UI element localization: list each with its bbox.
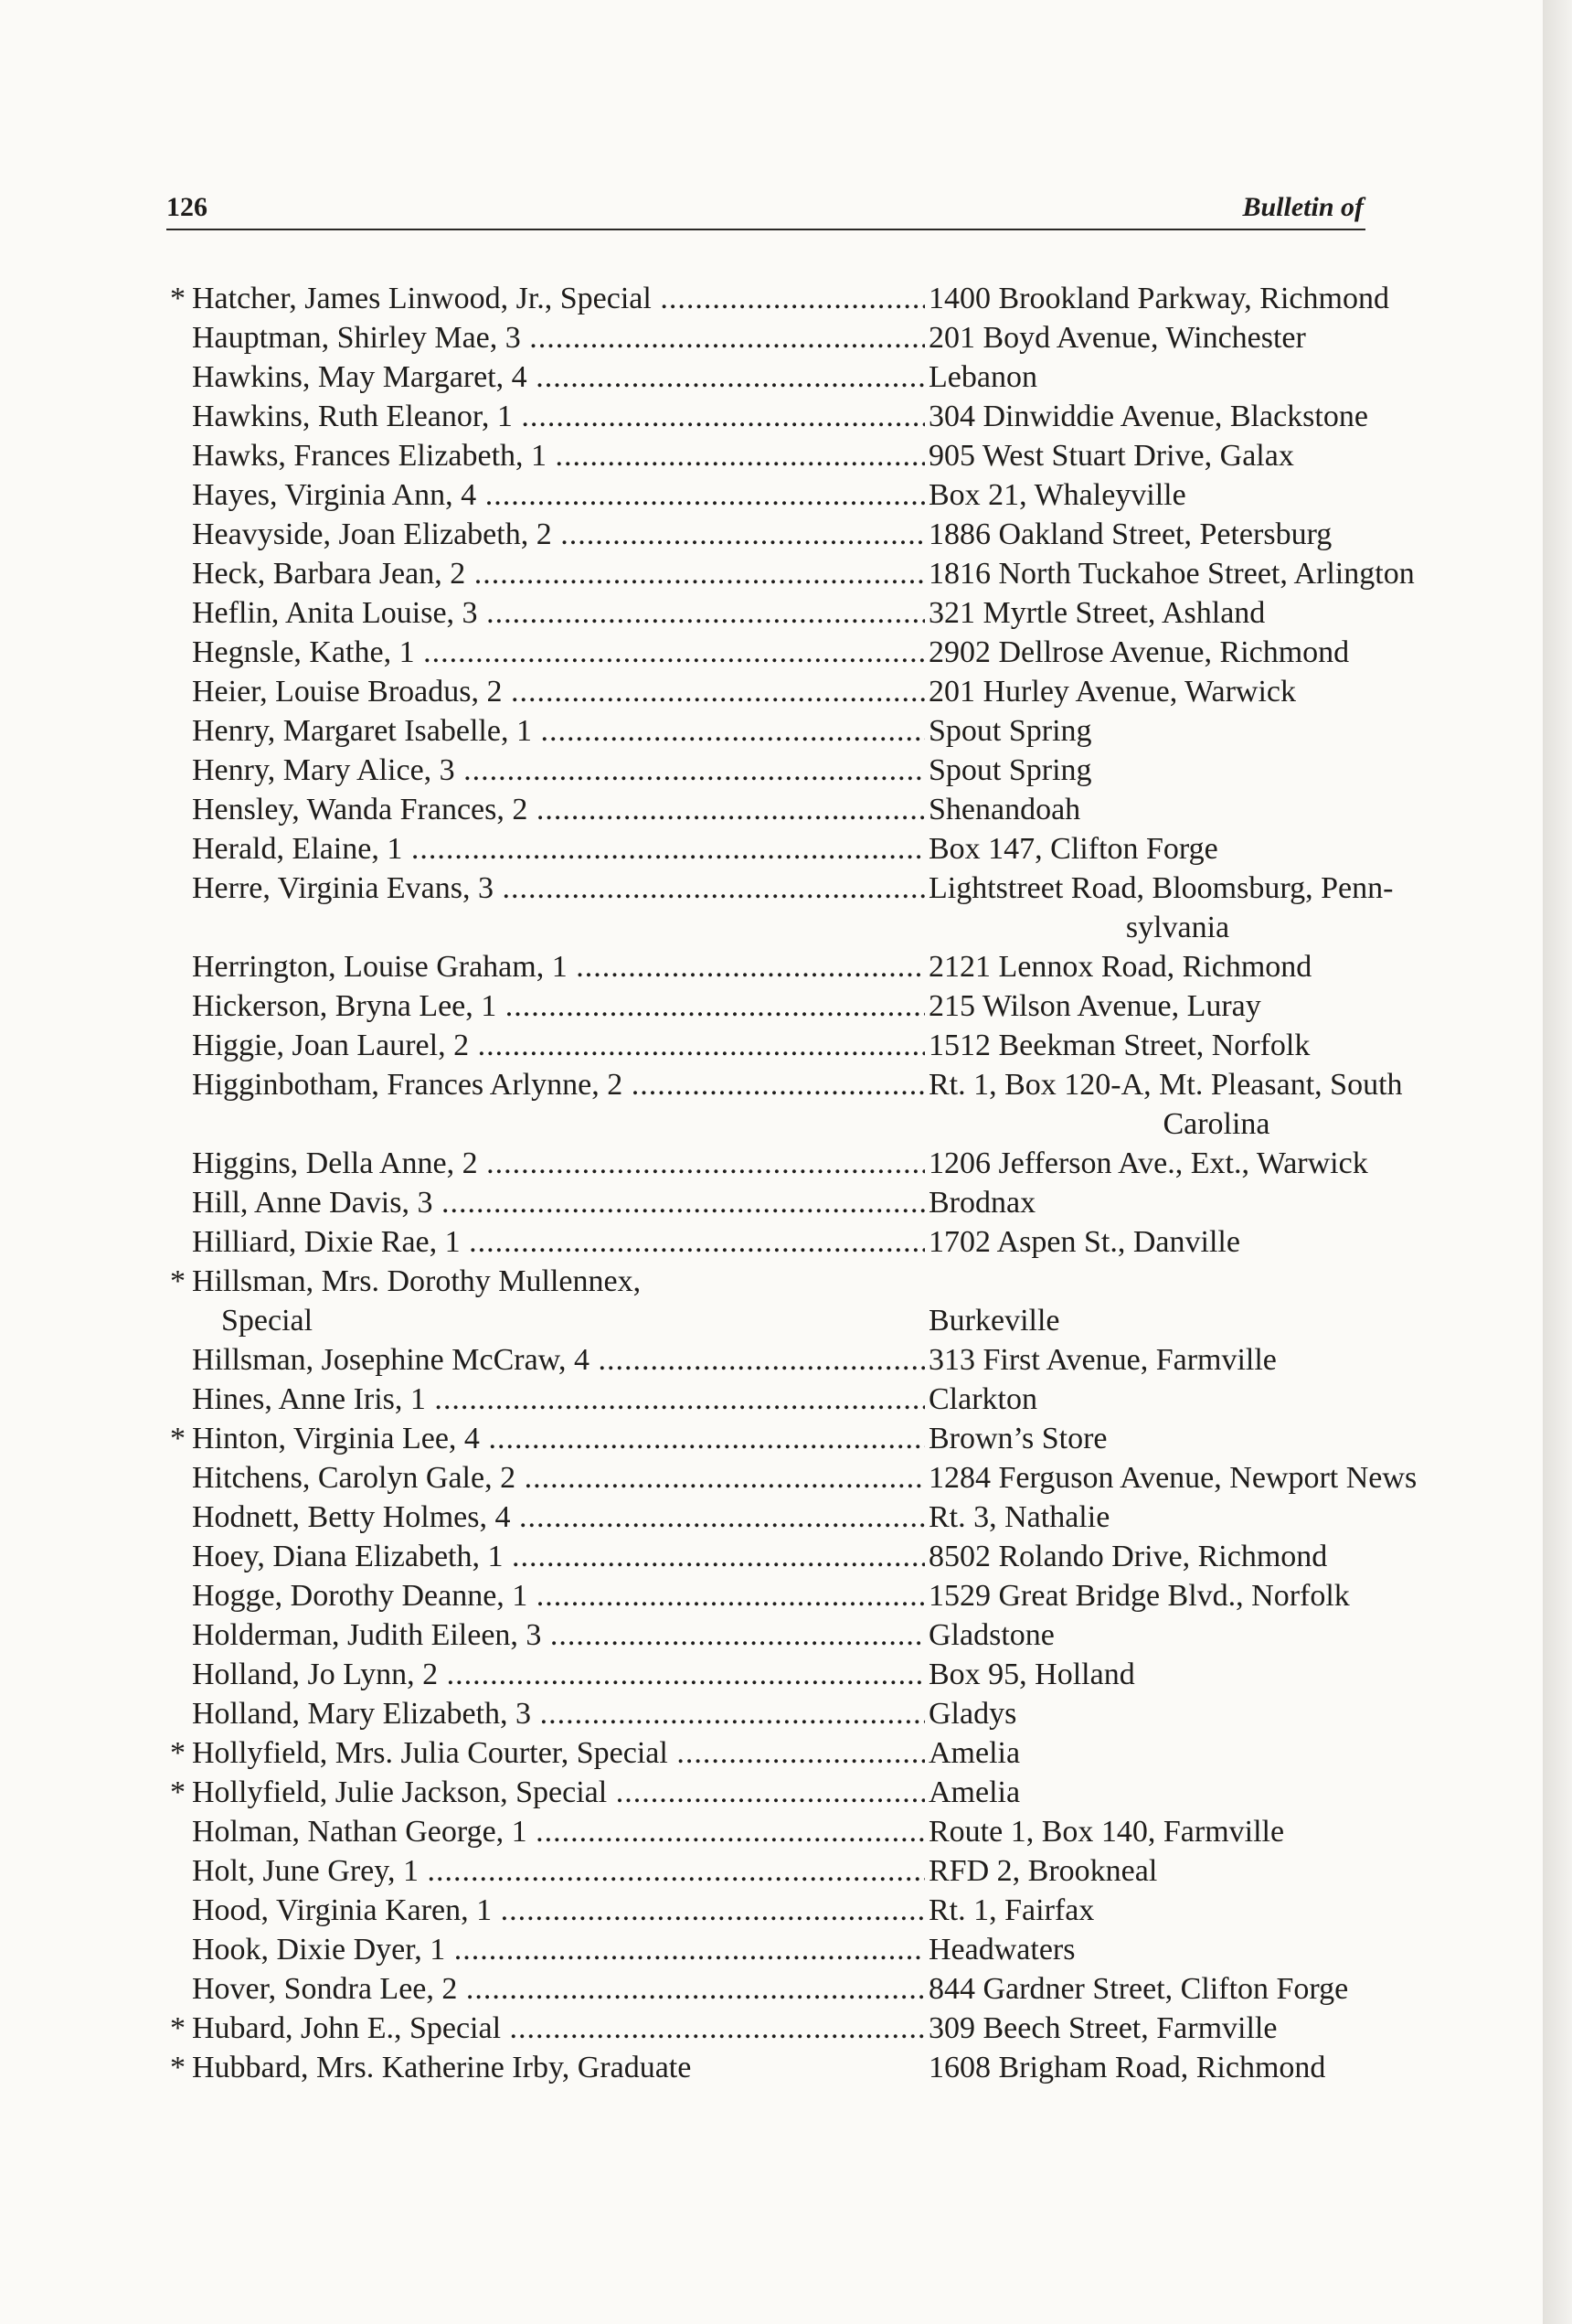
student-name: Hegnsle, Kathe, 1 .....: [192, 633, 925, 672]
directory-entry: [170, 1655, 1395, 1694]
directory-entry: [170, 1773, 1395, 1812]
directory-entry: [170, 947, 1395, 986]
page-number: 126: [166, 192, 207, 222]
student-address: Brown’s Store: [929, 1422, 1108, 1455]
student-name: Hilliard, Dixie Rae, 1 .....: [192, 1222, 925, 1262]
directory-entry: [170, 1694, 1395, 1733]
student-name: Holderman, Judith Eileen, 3 .....: [192, 1615, 925, 1655]
directory-entry: [170, 1615, 1395, 1655]
directory-entry: [170, 672, 1395, 711]
directory-entry: [170, 1576, 1395, 1615]
student-address: Gladys: [929, 1697, 1017, 1731]
student-address-continued: sylvania: [1125, 911, 1230, 944]
student-name: Hogge, Dorothy Deanne, 1 .....: [192, 1576, 925, 1615]
special-marker: *: [170, 2051, 186, 2084]
student-name: Holland, Mary Elizabeth, 3 .....: [192, 1694, 925, 1733]
directory-entry: [170, 1851, 1395, 1891]
directory-entry: [170, 1380, 1395, 1419]
student-name: Hickerson, Bryna Lee, 1 .....: [192, 986, 925, 1026]
student-name: Hollyfield, Mrs. Julia Courter, Special .....: [192, 1733, 925, 1773]
directory-entry: [170, 986, 1395, 1026]
directory-entry: [170, 1026, 1395, 1065]
directory-entry: [170, 554, 1415, 593]
student-address: Amelia: [929, 1775, 1021, 1809]
special-marker: *: [170, 1264, 186, 1298]
student-address: Rt. 1, Box 120-A, Mt. Pleasant, South: [929, 1068, 1403, 1102]
header-rule: [166, 229, 1365, 230]
student-address: 304 Dinwiddie Avenue, Blackstone: [929, 400, 1368, 433]
student-name: Hubard, John E., Special .....: [192, 2009, 925, 2048]
directory-entry: [170, 1340, 1395, 1380]
student-address: Headwaters: [929, 1933, 1076, 1967]
student-name: Hollyfield, Julie Jackson, Special .....: [192, 1773, 925, 1812]
directory-entry: [170, 593, 1395, 633]
directory-entry: [170, 1969, 1395, 2009]
directory-entry: [170, 1144, 1395, 1183]
special-marker: *: [170, 282, 186, 315]
directory-entry: [170, 475, 1395, 515]
directory-entry: [170, 1891, 1395, 1930]
student-address: 313 First Avenue, Farmville: [929, 1343, 1277, 1377]
directory-entry: [170, 1183, 1395, 1222]
student-address: 1284 Ferguson Avenue, Newport News: [929, 1461, 1418, 1495]
student-address: 1400 Brookland Parkway, Richmond: [929, 282, 1389, 315]
student-address: 1886 Oakland Street, Petersburg: [929, 517, 1333, 551]
directory-entry: [170, 515, 1395, 554]
student-name: Hinton, Virginia Lee, 4 .....: [192, 1419, 925, 1458]
student-name: Higgins, Della Anne, 2 .....: [192, 1144, 925, 1183]
student-name: Higgie, Joan Laurel, 2 .....: [192, 1026, 925, 1065]
student-address: Amelia: [929, 1736, 1021, 1770]
directory-entry: [170, 1222, 1395, 1262]
student-address: 201 Boyd Avenue, Winchester: [929, 321, 1306, 355]
student-address: Burkeville: [929, 1304, 1060, 1338]
student-address: Box 95, Holland: [929, 1658, 1135, 1691]
student-address: 201 Hurley Avenue, Warwick: [929, 675, 1297, 709]
directory-entry: [170, 2009, 1395, 2048]
student-name: Heavyside, Joan Elizabeth, 2 .....: [192, 515, 925, 554]
student-address: Lightstreet Road, Bloomsburg, Penn-: [929, 871, 1394, 905]
student-name: Hawkins, May Margaret, 4 .....: [192, 357, 925, 397]
student-address: 1206 Jefferson Ave., Ext., Warwick: [929, 1146, 1368, 1180]
directory-entry: [170, 1733, 1395, 1773]
student-address: 844 Gardner Street, Clifton Forge: [929, 1972, 1349, 2006]
student-address: 309 Beech Street, Farmville: [929, 2011, 1278, 2045]
student-name: Hover, Sondra Lee, 2 .....: [192, 1969, 925, 2009]
directory-entry: [170, 357, 1395, 397]
special-marker: *: [170, 1422, 186, 1455]
student-address: 1816 North Tuckahoe Street, Arlington: [929, 557, 1415, 591]
student-address: Brodnax: [929, 1186, 1036, 1220]
directory-entry: [170, 869, 1395, 944]
student-address: 1529 Great Bridge Blvd., Norfolk: [929, 1579, 1350, 1613]
student-address: Clarkton: [929, 1382, 1037, 1416]
directory-entry: [170, 1537, 1395, 1576]
student-address: Shenandoah: [929, 793, 1081, 826]
directory-entry: [170, 279, 1395, 318]
directory-entry: [170, 633, 1395, 672]
student-address-continued: Carolina: [1163, 1107, 1270, 1141]
student-name: Herald, Elaine, 1 .....: [192, 829, 925, 869]
directory-entry: [170, 1262, 1395, 1338]
student-name: Hook, Dixie Dyer, 1 .....: [192, 1930, 925, 1969]
directory-entry: [170, 1930, 1395, 1969]
special-marker: *: [170, 1775, 186, 1809]
student-name: Hood, Virginia Karen, 1 .....: [192, 1891, 925, 1930]
student-name: Hayes, Virginia Ann, 4 .....: [192, 475, 925, 515]
student-address: 1512 Beekman Street, Norfolk: [929, 1029, 1311, 1062]
student-address: Gladstone: [929, 1618, 1055, 1652]
student-address: RFD 2, Brookneal: [929, 1854, 1158, 1888]
student-address: Box 21, Whaleyville: [929, 478, 1186, 512]
student-name: Hauptman, Shirley Mae, 3 .....: [192, 318, 925, 357]
directory-entry: [170, 711, 1395, 751]
student-name: Holland, Jo Lynn, 2 .....: [192, 1655, 925, 1694]
directory-entry: [170, 436, 1395, 475]
student-name: Higginbotham, Frances Arlynne, 2 .....: [192, 1065, 925, 1104]
student-name: Hitchens, Carolyn Gale, 2 .....: [192, 1458, 925, 1498]
student-name: Henry, Margaret Isabelle, 1 .....: [192, 711, 925, 751]
student-address: Rt. 1, Fairfax: [929, 1893, 1095, 1927]
student-name: Holt, June Grey, 1 .....: [192, 1851, 925, 1891]
student-address: Box 147, Clifton Forge: [929, 832, 1218, 866]
student-name-continued: Special: [221, 1304, 313, 1338]
student-name: Hines, Anne Iris, 1 .....: [192, 1380, 925, 1419]
special-marker: *: [170, 1736, 186, 1770]
directory-entry: [170, 318, 1395, 357]
student-address: Route 1, Box 140, Farmville: [929, 1815, 1285, 1849]
directory-entry: [170, 1458, 1418, 1498]
running-title: Bulletin of: [1242, 192, 1364, 222]
student-name: Heflin, Anita Louise, 3 .....: [192, 593, 925, 633]
student-name: Hawks, Frances Elizabeth, 1 .....: [192, 436, 925, 475]
student-address: 2121 Lennox Road, Richmond: [929, 950, 1312, 984]
student-name: Hill, Anne Davis, 3 .....: [192, 1183, 925, 1222]
student-name: Henry, Mary Alice, 3 .....: [192, 751, 925, 790]
student-address: 1608 Brigham Road, Richmond: [929, 2051, 1326, 2084]
directory-entry: [170, 751, 1395, 790]
student-name: Hoey, Diana Elizabeth, 1 .....: [192, 1537, 925, 1576]
student-address: Spout Spring: [929, 753, 1092, 787]
student-name: Hillsman, Mrs. Dorothy Mullennex,: [192, 1264, 642, 1298]
student-name: Hubbard, Mrs. Katherine Irby, Graduate: [192, 2051, 692, 2084]
student-name: Hillsman, Josephine McCraw, 4 .....: [192, 1340, 925, 1380]
student-address: 1702 Aspen St., Danville: [929, 1225, 1240, 1259]
student-name: Heier, Louise Broadus, 2 .....: [192, 672, 925, 711]
student-name: Hensley, Wanda Frances, 2 .....: [192, 790, 925, 829]
student-address: 321 Myrtle Street, Ashland: [929, 596, 1266, 630]
page-header: [166, 188, 1364, 234]
directory-entry: [170, 1065, 1403, 1141]
student-address: 8502 Rolando Drive, Richmond: [929, 1540, 1328, 1573]
student-address: Lebanon: [929, 360, 1037, 394]
student-address: Rt. 3, Nathalie: [929, 1500, 1110, 1534]
student-name: Hatcher, James Linwood, Jr., Special .....: [192, 279, 925, 318]
directory-entry: [170, 790, 1395, 829]
student-name: Heck, Barbara Jean, 2 .....: [192, 554, 925, 593]
student-name: Hawkins, Ruth Eleanor, 1 .....: [192, 397, 925, 436]
special-marker: *: [170, 2011, 186, 2045]
student-address: 2902 Dellrose Avenue, Richmond: [929, 635, 1350, 669]
student-address: 215 Wilson Avenue, Luray: [929, 989, 1261, 1023]
directory-entry: [170, 2048, 1395, 2087]
directory-entry: [170, 1498, 1395, 1537]
directory-entry: [170, 397, 1395, 436]
student-address: 905 West Stuart Drive, Galax: [929, 439, 1294, 473]
directory-entry: [170, 1419, 1395, 1458]
page-edge: [1543, 0, 1572, 2324]
student-name: Holman, Nathan George, 1 .....: [192, 1812, 925, 1851]
student-name: Herrington, Louise Graham, 1 .....: [192, 947, 925, 986]
student-name: Herre, Virginia Evans, 3 .....: [192, 869, 925, 908]
student-name: Hodnett, Betty Holmes, 4 .....: [192, 1498, 925, 1537]
directory-entry: [170, 829, 1395, 869]
student-address: Spout Spring: [929, 714, 1092, 748]
directory-entry: [170, 1812, 1395, 1851]
